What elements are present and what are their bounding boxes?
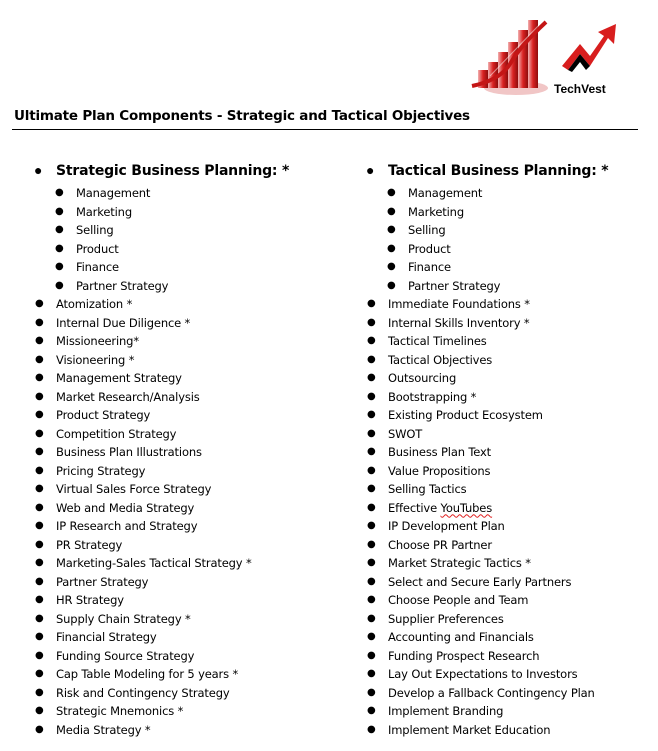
- list-item: [34, 665, 344, 684]
- list-item: [366, 184, 651, 203]
- list-item: [34, 480, 344, 499]
- list-item: [366, 573, 651, 592]
- bullet-icon: ●: [387, 205, 396, 217]
- bullet-icon: ●: [34, 162, 43, 178]
- list-item-label: Risk and Contingency Strategy: [56, 685, 230, 700]
- strategic-column: [34, 160, 344, 739]
- bullet-icon: ●: [35, 686, 44, 698]
- tactical-heading: Tactical Business Planning: *: [388, 163, 609, 179]
- list-item-label: Effective: [388, 500, 441, 515]
- list-item: [366, 684, 651, 703]
- bullet-icon: ●: [367, 298, 376, 309]
- list-item: [366, 721, 651, 740]
- list-item-label: Selling Tactics: [388, 482, 467, 496]
- bullet-icon: ●: [367, 335, 376, 346]
- list-item-label: IP Development Plan: [388, 519, 505, 533]
- bullet-icon: ●: [387, 242, 396, 254]
- list-item: [366, 221, 651, 240]
- bullet-icon: ●: [35, 409, 44, 420]
- tactical-sub-list: [366, 184, 651, 295]
- list-item: [366, 443, 651, 462]
- bullet-icon: ●: [367, 668, 376, 679]
- list-item-label: Selling: [76, 223, 114, 237]
- list-item-label: Market Research/Analysis: [56, 389, 200, 404]
- list-item-label: Internal Due Diligence *: [56, 315, 191, 330]
- list-item: [34, 314, 344, 333]
- bullet-icon: ●: [35, 316, 44, 328]
- list-item-label: Management: [76, 186, 151, 200]
- strategic-item-list: [34, 295, 344, 739]
- bullet-icon: ●: [367, 520, 376, 531]
- bullet-icon: ●: [367, 686, 376, 698]
- list-item-label: Marketing: [408, 204, 464, 219]
- bullet-icon: ●: [35, 298, 44, 309]
- list-item: [34, 425, 344, 444]
- list-item-label: Pricing Strategy: [56, 463, 146, 478]
- bullet-icon: ●: [35, 464, 44, 476]
- bullet-icon: ●: [55, 224, 64, 235]
- list-item-label: Choose PR Partner: [388, 537, 492, 552]
- list-item-label: Implement Branding: [388, 704, 504, 718]
- bullet-icon: ●: [35, 723, 44, 735]
- list-item-label: Partner Strategy: [408, 278, 501, 293]
- list-item: [366, 665, 651, 684]
- list-item: [34, 573, 344, 592]
- bullet-icon: ●: [367, 594, 376, 605]
- bullet-icon: ●: [35, 575, 44, 587]
- bullet-icon: ●: [387, 279, 396, 291]
- bullet-icon: ●: [35, 612, 44, 624]
- tactical-heading-row: [366, 160, 651, 184]
- bullet-icon: ●: [35, 594, 44, 605]
- list-item: [34, 702, 344, 721]
- bullet-icon: ●: [387, 261, 396, 272]
- list-item: [34, 203, 344, 222]
- bullet-icon: ●: [35, 372, 44, 383]
- bullet-icon: ●: [367, 705, 376, 716]
- strategic-heading: Strategic Business Planning: *: [56, 163, 290, 179]
- list-item: [366, 425, 651, 444]
- bullet-icon: ●: [367, 649, 376, 661]
- bullet-icon: ●: [35, 668, 44, 679]
- bullet-icon: ●: [367, 631, 376, 642]
- bullet-icon: ●: [35, 483, 44, 494]
- list-item: [34, 462, 344, 481]
- list-item: [366, 295, 651, 314]
- list-item: [366, 462, 651, 481]
- strategic-heading-row: [34, 160, 344, 184]
- list-item: [366, 240, 651, 259]
- list-item-label: Supplier Preferences: [388, 611, 504, 626]
- document-title: Ultimate Plan Components - Strategic and Tactical Objectives: [14, 108, 470, 124]
- bullet-icon: ●: [55, 187, 64, 198]
- list-item-label: Tactical Timelines: [388, 334, 487, 348]
- list-item: [366, 351, 651, 370]
- list-item: [366, 554, 651, 573]
- list-item: [34, 610, 344, 629]
- bullet-icon: ●: [367, 446, 376, 457]
- list-item-label: Product: [76, 241, 119, 256]
- list-item-label: Competition Strategy: [56, 426, 177, 441]
- list-item-label: Media Strategy *: [56, 722, 151, 737]
- list-item: [366, 203, 651, 222]
- list-item-label: Develop a Fallback Contingency Plan: [388, 685, 595, 700]
- bullet-icon: ●: [55, 279, 64, 291]
- bullet-icon: ●: [366, 162, 375, 178]
- title-divider: [12, 129, 638, 130]
- list-item-label: Select and Secure Early Partners: [388, 574, 572, 589]
- list-item: [366, 536, 651, 555]
- list-item-label: Management: [408, 186, 483, 200]
- list-item: [34, 221, 344, 240]
- bullet-icon: ●: [35, 631, 44, 642]
- list-item-label: Internal Skills Inventory *: [388, 315, 530, 330]
- bullet-icon: ●: [367, 427, 376, 439]
- list-item-label: Visioneering *: [56, 352, 135, 367]
- bullet-icon: ●: [367, 575, 376, 587]
- bullet-icon: ●: [35, 427, 44, 439]
- red-chart-logo-graphic: [470, 16, 550, 98]
- list-item-label: Web and Media Strategy: [56, 500, 195, 515]
- list-item: [366, 628, 651, 647]
- list-item-label: Bootstrapping *: [388, 389, 477, 404]
- bullet-icon: ●: [35, 446, 44, 457]
- list-item: [34, 721, 344, 740]
- list-item: [366, 702, 651, 721]
- list-item-label: Existing Product Ecosystem: [388, 408, 543, 422]
- list-item-label: Accounting and Financials: [388, 630, 534, 644]
- list-item: [34, 406, 344, 425]
- list-item: [34, 351, 344, 370]
- bullet-icon: ●: [55, 205, 64, 217]
- bullet-icon: ●: [367, 353, 376, 365]
- list-item: [34, 277, 344, 296]
- list-item: [366, 406, 651, 425]
- bullet-icon: ●: [35, 557, 44, 568]
- list-item-label: IP Research and Strategy: [56, 519, 198, 533]
- list-item-label: Funding Prospect Research: [388, 648, 540, 663]
- list-item: [34, 517, 344, 536]
- tactical-item-list: [366, 295, 651, 739]
- list-item-label: Cap Table Modeling for 5 years *: [56, 667, 239, 681]
- list-item-label: Product Strategy: [56, 408, 151, 422]
- list-item: [366, 332, 651, 351]
- list-item-label: Selling: [408, 223, 446, 237]
- bullet-icon: ●: [367, 557, 376, 568]
- list-item-label: Marketing-Sales Tactical Strategy *: [56, 556, 252, 570]
- list-item: [34, 240, 344, 259]
- list-item-label: Management Strategy: [56, 371, 182, 385]
- bullet-icon: ●: [55, 261, 64, 272]
- document-header: [0, 0, 658, 135]
- list-item: [366, 258, 651, 277]
- bullet-icon: ●: [35, 520, 44, 531]
- techvest-logo-name: TechVest: [554, 82, 606, 96]
- bullet-icon: ●: [35, 501, 44, 513]
- bullet-icon: ●: [387, 187, 396, 198]
- list-item: [366, 647, 651, 666]
- bullet-icon: ●: [367, 464, 376, 476]
- list-item: [34, 536, 344, 555]
- bullet-icon: ●: [367, 612, 376, 624]
- list-item: [34, 369, 344, 388]
- list-item-label: PR Strategy: [56, 537, 123, 552]
- list-item: [366, 480, 651, 499]
- list-item-label: Strategic Mnemonics *: [56, 704, 184, 718]
- bullet-icon: ●: [35, 390, 44, 402]
- bullet-icon: ●: [35, 538, 44, 550]
- strategic-sub-list: [34, 184, 344, 295]
- list-item: [34, 554, 344, 573]
- list-item-label: Choose People and Team: [388, 593, 529, 607]
- bullet-icon: ●: [35, 705, 44, 716]
- list-item-label: Missioneering*: [56, 334, 139, 348]
- list-item-label: Immediate Foundations *: [388, 297, 530, 311]
- bullet-icon: ●: [367, 501, 376, 513]
- list-item-label: Atomization *: [56, 297, 133, 311]
- tactical-column: [366, 160, 651, 739]
- bullet-icon: ●: [367, 538, 376, 550]
- list-item: [34, 684, 344, 703]
- list-item-label: Financial Strategy: [56, 630, 157, 644]
- list-item: [366, 369, 651, 388]
- bullet-icon: ●: [35, 335, 44, 346]
- bullet-icon: ●: [387, 224, 396, 235]
- list-item-label: Value Propositions: [388, 463, 491, 478]
- list-item-label: SWOT: [388, 426, 423, 441]
- techvest-arrow-icon: [560, 22, 618, 78]
- list-item: [34, 258, 344, 277]
- list-item: [366, 388, 651, 407]
- list-item: [34, 591, 344, 610]
- list-item: [34, 295, 344, 314]
- list-item: [34, 499, 344, 518]
- list-item-label: Partner Strategy: [76, 278, 169, 293]
- bullet-icon: ●: [367, 316, 376, 328]
- list-item: [366, 517, 651, 536]
- list-item-label: Virtual Sales Force Strategy: [56, 482, 212, 496]
- list-item-label: Finance: [408, 260, 451, 274]
- list-item: [366, 591, 651, 610]
- techvest-logo: [554, 22, 624, 98]
- list-item: [34, 628, 344, 647]
- list-item: [366, 499, 651, 518]
- list-item-label: Implement Market Education: [388, 722, 551, 737]
- list-item-label: Business Plan Illustrations: [56, 445, 202, 459]
- bullet-icon: ●: [35, 649, 44, 661]
- list-item-label: Supply Chain Strategy *: [56, 611, 191, 626]
- bullet-icon: ●: [35, 353, 44, 365]
- list-item-label: Lay Out Expectations to Investors: [388, 667, 578, 681]
- list-item: [366, 277, 651, 296]
- bullet-icon: ●: [367, 409, 376, 420]
- bullet-icon: ●: [367, 483, 376, 494]
- bullet-icon: ●: [367, 723, 376, 735]
- bullet-icon: ●: [367, 372, 376, 383]
- list-item-label: Marketing: [76, 204, 132, 219]
- list-item: [34, 443, 344, 462]
- list-item-label: Funding Source Strategy: [56, 648, 195, 663]
- list-item-label: HR Strategy: [56, 593, 124, 607]
- bullet-icon: ●: [367, 390, 376, 402]
- list-item-label: Outsourcing: [388, 371, 457, 385]
- list-item-label: Tactical Objectives: [388, 352, 493, 367]
- list-item: [366, 314, 651, 333]
- list-item: [366, 610, 651, 629]
- spellcheck-flagged-word: YouTubes: [440, 500, 493, 515]
- list-item-label: Product: [408, 241, 451, 256]
- list-item: [34, 332, 344, 351]
- list-item: [34, 647, 344, 666]
- list-item-label: Business Plan Text: [388, 445, 492, 459]
- list-item: [34, 388, 344, 407]
- list-item-label: Partner Strategy: [56, 574, 149, 589]
- bullet-icon: ●: [55, 242, 64, 254]
- list-item-label: Finance: [76, 260, 119, 274]
- list-item: [34, 184, 344, 203]
- list-item-label: Market Strategic Tactics *: [388, 556, 531, 570]
